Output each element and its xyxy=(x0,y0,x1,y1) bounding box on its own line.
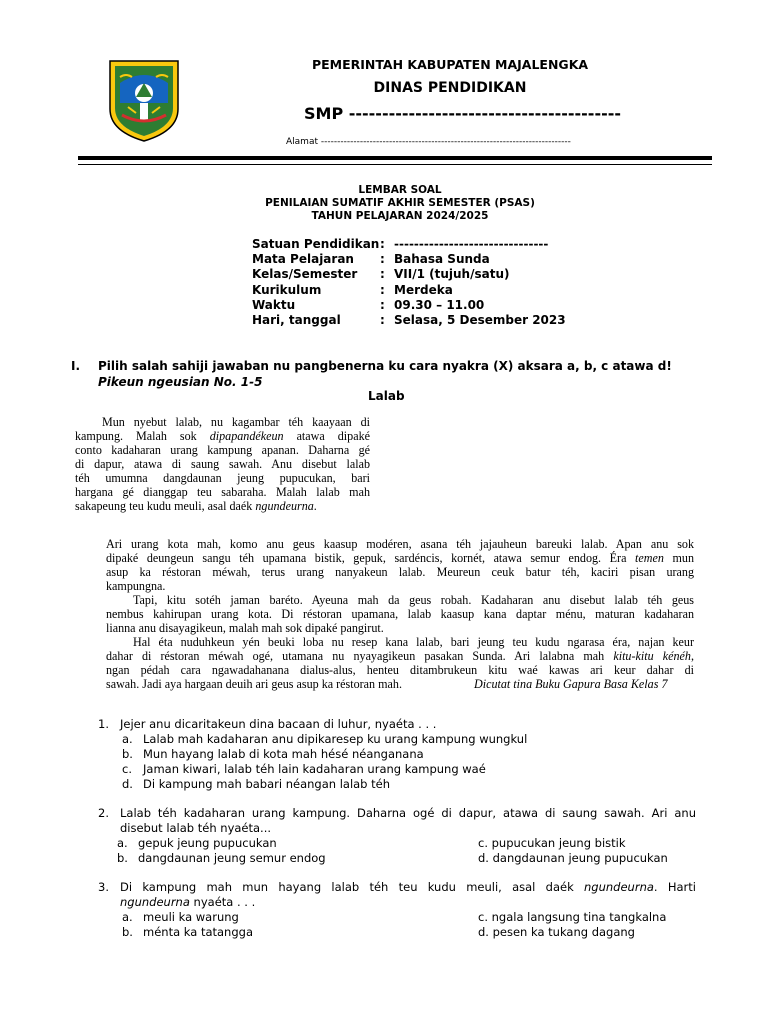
passage-line: dahar di réstoran méwah ogé, utamana nu nyayagikeun pasakan Sunda. Ari lalabna mah kitu-kitu kénéh, xyxy=(106,649,694,663)
option-letter[interactable]: d. xyxy=(122,777,133,791)
identity-colon: : xyxy=(380,297,385,312)
option-letter[interactable]: a. xyxy=(122,910,133,924)
question-text: Di kampung mah mun hayang lalab téh teu kudu meuli, asal daék ngundeurna. Harti xyxy=(120,880,696,894)
section-subtitle: Pikeun ngeusian No. 1-5 xyxy=(98,375,263,389)
identity-row xyxy=(252,267,566,282)
option-text[interactable]: dangdaunan jeung semur endog xyxy=(138,851,326,865)
identity-label: Hari, tanggal xyxy=(252,312,341,327)
option-letter[interactable]: a. xyxy=(117,836,128,850)
identity-label: Satuan Pendidikan xyxy=(252,237,380,251)
option-text[interactable]: d. dangdaunan jeung pupucukan xyxy=(478,851,668,865)
question-number: 2. xyxy=(98,806,109,820)
option-text[interactable]: Lalab mah kadaharan anu dipikaresep ku urang kampung wungkul xyxy=(143,732,528,746)
identity-row xyxy=(252,252,566,267)
identity-colon: : xyxy=(380,237,385,251)
school-name: SMP ----------------------------------------- xyxy=(304,104,622,123)
option-text[interactable]: c. ngala langsung tina tangkalna xyxy=(478,910,667,924)
question-text: Jejer anu dicaritakeun dina bacaan di luhur, nyaéta . . . xyxy=(120,717,437,731)
passage-line: nembus kahirupan urang kota. Di réstoran upamana, lalab kaasup kana daptar ménu, maturan kadaharan xyxy=(106,607,694,621)
passage-line: Mun nyebut lalab, nu kagambar téh kaayaan di xyxy=(102,415,370,429)
identity-value: Bahasa Sunda xyxy=(394,252,490,267)
question-number: 3. xyxy=(98,880,109,894)
department-name: DINAS PENDIDIKAN xyxy=(373,80,527,96)
option-text[interactable]: c. pupucukan jeung bistik xyxy=(478,836,626,850)
passage-line: hargana gé dianggap teu sabaraha. Malah lalab mah xyxy=(75,485,370,499)
identity-colon: : xyxy=(380,312,385,327)
passage-line: sawah. Jadi aya hargaan deuih ari geus asup ka réstoran mah. xyxy=(106,677,402,691)
regency-crest-icon xyxy=(106,57,182,143)
identity-label: Mata Pelajaran xyxy=(252,252,354,267)
identity-colon: : xyxy=(380,267,385,282)
reading-title: Lalab xyxy=(368,389,405,403)
passage-line: lianna anu disayagikeun, malah mah sok dipaké pangirut. xyxy=(106,621,384,635)
passage-line: kampungna. xyxy=(106,579,166,593)
passage-source: Dicutat tina Buku Gapura Basa Kelas 7 xyxy=(474,677,668,691)
passage-line: asup ka réstoran méwah, terus urang nanyakeun lalab. Meureun ceuk batur téh, kaciri pisan urang xyxy=(106,565,694,579)
question-text: ngundeurna nyaéta . . . xyxy=(120,895,256,909)
passage-line: Ari urang kota mah, komo anu geus kaasup modéren, asana téh jajauheun bareuki lalab. Apan anu sok xyxy=(106,537,694,551)
option-text[interactable]: Di kampung mah babari néangan lalab téh xyxy=(143,777,391,791)
identity-label: Kelas/Semester xyxy=(252,267,358,282)
academic-year: TAHUN PELAJARAN 2024/2025 xyxy=(311,210,489,222)
question-number: 1. xyxy=(98,717,109,731)
option-letter[interactable]: b. xyxy=(117,851,128,865)
passage-line: kampung. Malah sok dipapandékeun atawa dipaké xyxy=(75,429,370,443)
option-letter[interactable]: a. xyxy=(122,732,133,746)
identity-row xyxy=(252,237,566,252)
identity-colon: : xyxy=(380,252,385,267)
passage-line: ngan pédah cara ngawadahanana dialus-alus, henteu ditambrukeun kitu waé kawas ari keur dahar di xyxy=(106,663,694,677)
identity-row xyxy=(252,283,566,298)
header-rule-thin xyxy=(78,164,712,165)
option-letter[interactable]: b. xyxy=(122,925,133,939)
option-text[interactable]: meuli ka warung xyxy=(143,910,239,924)
identity-row xyxy=(252,313,566,328)
identity-value: VII/1 (tujuh/satu) xyxy=(394,267,510,282)
section-number: I. xyxy=(71,359,81,373)
passage-line: sakapeung teu kudu meuli, asal daék ngundeurna. xyxy=(75,499,317,513)
government-name: PEMERINTAH KABUPATEN MAJALENGKA xyxy=(311,57,589,72)
passage-line: téh umumna dangdaunan jeung pupucukan, bari xyxy=(75,471,370,485)
identity-value: Merdeka xyxy=(394,282,453,297)
school-address: Alamat ----------------------------------------------------------------------------- xyxy=(286,137,571,147)
option-text[interactable]: gepuk jeung pupucukan xyxy=(138,836,277,850)
identity-value: ------------------------------- xyxy=(394,237,549,251)
option-letter[interactable]: c. xyxy=(122,762,132,776)
identity-label: Waktu xyxy=(252,297,296,312)
identity-colon: : xyxy=(380,282,385,297)
passage-line: Tapi, kitu sotéh jaman baréto. Ayeuna mah da geus robah. Kadaharan anu disebut lalab téh geus xyxy=(133,593,694,607)
identity-row xyxy=(252,298,566,313)
assessment-title: PENILAIAN SUMATIF AKHIR SEMESTER (PSAS) xyxy=(265,197,535,209)
identity-value: 09.30 – 11.00 xyxy=(394,297,485,312)
identity-table xyxy=(252,237,566,328)
passage-line: conto kadaharan urang kampung apanan. Daharna gé xyxy=(75,443,370,457)
option-letter[interactable]: b. xyxy=(122,747,133,761)
option-text[interactable]: Mun hayang lalab di kota mah hésé néanganana xyxy=(143,747,424,761)
identity-label: Kurikulum xyxy=(252,282,322,297)
section-instruction: Pilih salah sahiji jawaban nu pangbenerna ku cara nyakra (X) aksara a, b, c atawa d! xyxy=(98,359,672,373)
passage-line: dipaké deungeun sangu téh upamana bistik, gepuk, sardéncis, kornét, atawa semur endog. Éra temen mun xyxy=(106,551,695,565)
option-text[interactable]: ménta ka tatangga xyxy=(143,925,253,939)
question-text: Lalab téh kadaharan urang kampung. Daharna ogé di dapur, atawa di saung sawah. Ari anu xyxy=(120,806,696,820)
option-text[interactable]: d. pesen ka tukang dagang xyxy=(478,925,635,939)
question-text: disebut lalab téh nyaéta... xyxy=(120,821,272,835)
passage-line: Hal éta nuduhkeun yén beuki loba nu resep kana lalab, bari jeung teu kudu ngarasa éra, najan keur xyxy=(133,635,694,649)
passage-line: di dapur, atawa di saung sawah. Anu disebut lalab xyxy=(75,457,370,471)
header-rule-thick xyxy=(78,156,712,160)
identity-value: Selasa, 5 Desember 2023 xyxy=(394,312,566,327)
sheet-title: LEMBAR SOAL xyxy=(358,184,442,196)
option-text[interactable]: Jaman kiwari, lalab téh lain kadaharan urang kampung waé xyxy=(143,762,486,776)
